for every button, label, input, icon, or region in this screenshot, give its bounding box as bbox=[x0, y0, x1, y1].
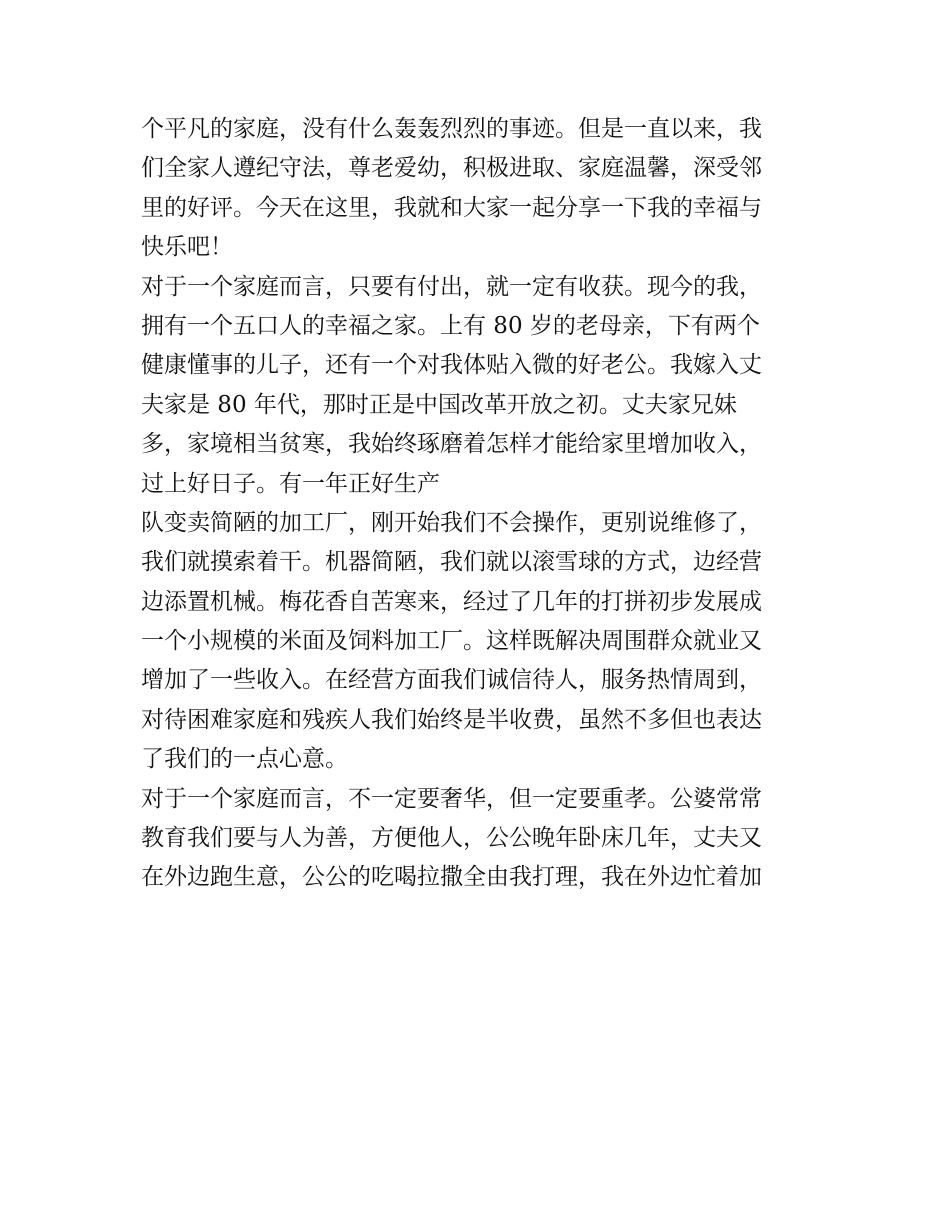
text-line-14: 一个小规模的米面及饲料加工厂。这样既解决周围群众就业又 bbox=[141, 628, 762, 655]
text-line-7: 健康懂事的儿子，还有一个对我体贴入微的好老公。我嫁入丈 bbox=[141, 352, 762, 379]
text-line-17: 了我们的一点心意。 bbox=[141, 746, 348, 773]
text-line-12: 我们就摸索着干。机器简陋，我们就以滚雪球的方式，边经营 bbox=[141, 549, 762, 576]
text-line-1: 个平凡的家庭，没有什么轰轰烈烈的事迹。但是一直以来，我 bbox=[141, 116, 762, 142]
text-line-11: 队变卖简陋的加工厂，刚开始我们不会操作，更别说维修了， bbox=[141, 509, 762, 536]
text-line-13: 边添置机械。梅花香自苦寒来，经过了几年的打拼初步发展成 bbox=[141, 588, 762, 615]
text-line-10: 过上好日子。有一年正好生产 bbox=[141, 470, 440, 497]
body-text bbox=[141, 110, 821, 898]
text-line-6: 拥有一个五口人的幸福之家。上有 80 岁的老母亲，下有两个 bbox=[141, 312, 760, 339]
text-line-5: 对于一个家庭而言，只要有付出，就一定有收获。现今的我， bbox=[141, 273, 762, 300]
text-line-2: 们全家人遵纪守法，尊老爱幼，积极进取、家庭温馨，深受邻 bbox=[141, 155, 762, 182]
text-line-16: 对待困难家庭和残疾人我们始终是半收费，虽然不多但也表达 bbox=[141, 706, 762, 733]
text-line-3: 里的好评。今天在这里，我就和大家一起分享一下我的幸福与 bbox=[141, 194, 762, 221]
text-line-4: 快乐吧！ bbox=[141, 234, 233, 261]
text-line-8: 夫家是 80 年代，那时正是中国改革开放之初。丈夫家兄妹 bbox=[141, 391, 737, 418]
text-line-19: 教育我们要与人为善，方便他人，公公晚年卧床几年，丈夫又 bbox=[141, 825, 762, 852]
text-line-20: 在外边跑生意，公公的吃喝拉撒全由我打理，我在外边忙着加 bbox=[141, 864, 762, 891]
text-line-15: 增加了一些收入。在经营方面我们诚信待人，服务热情周到， bbox=[141, 667, 762, 694]
text-line-18: 对于一个家庭而言，不一定要奢华，但一定要重孝。公婆常常 bbox=[141, 785, 762, 812]
text-line-9: 多，家境相当贫寒，我始终琢磨着怎样才能给家里增加收入， bbox=[141, 431, 762, 458]
